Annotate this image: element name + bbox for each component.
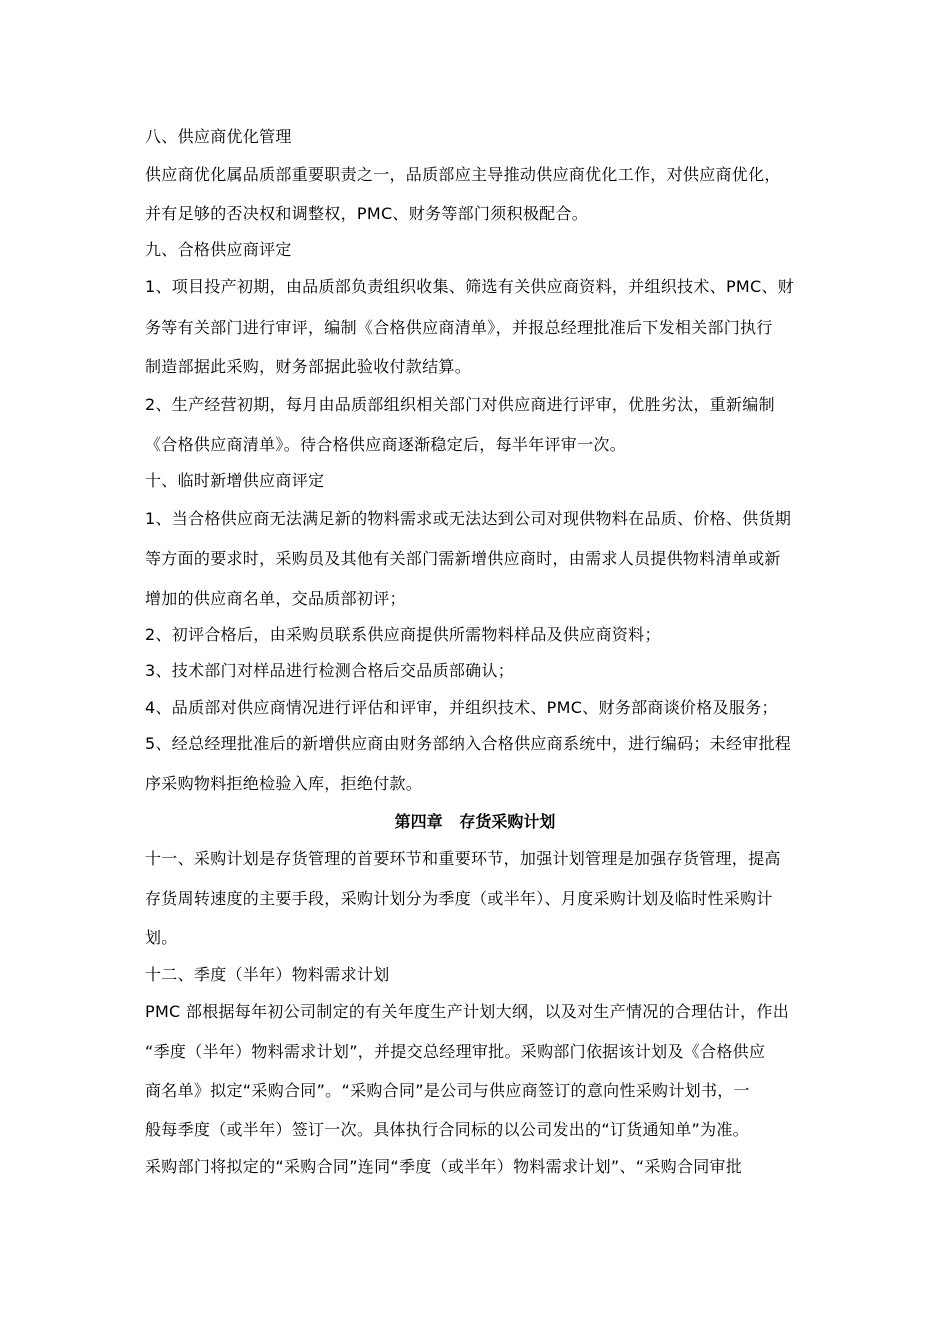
paragraph-line: 般每季度（或半年）签订一次。具体执行合同标的以公司发出的“订货通知单”为准。 — [145, 1120, 749, 1139]
paragraph-line: “季度（半年）物料需求计划”，并提交总经理审批。采购部门依据该计划及《合格供应 — [145, 1042, 766, 1061]
paragraph-line: 存货周转速度的主要手段，采购计划分为季度（或半年）、月度采购计划及临时性采购计 — [145, 889, 773, 908]
paragraph-line: 3、技术部门对样品进行检测合格后交品质部确认； — [145, 661, 515, 680]
section-heading-9: 九、合格供应商评定 — [145, 240, 292, 259]
section-heading-8: 八、供应商优化管理 — [145, 127, 292, 146]
paragraph-line: 制造部据此采购，财务部据此验收付款结算。 — [145, 357, 472, 376]
paragraph-line: 《合格供应商清单》。待合格供应商逐渐稳定后，每半年评审一次。 — [145, 435, 627, 454]
paragraph-line: PMC 部根据每年初公司制定的有关年度生产计划大纲，以及对生产情况的合理估计，作出 — [145, 1002, 790, 1021]
paragraph-line: 等方面的要求时，采购员及其他有关部门需新增供应商时，由需求人员提供物料清单或新 — [145, 549, 781, 568]
paragraph-line: 增加的供应商名单，交品质部初评； — [145, 589, 406, 608]
paragraph-line: 务等有关部门进行审评，编制《合格供应商清单》，并报总经理批准后下发相关部门执行 — [145, 318, 773, 337]
paragraph-line: 2、生产经营初期，每月由品质部组织相关部门对供应商进行评审，优胜劣汰，重新编制 — [145, 395, 775, 414]
paragraph-line: 采购部门将拟定的“采购合同”连同“季度（或半年）物料需求计划”、“采购合同审批 — [145, 1157, 743, 1176]
paragraph-line: 十一、采购计划是存货管理的首要环节和重要环节，加强计划管理是加强存货管理，提高 — [145, 849, 781, 868]
paragraph-line: 序采购物料拒绝检验入库，拒绝付款。 — [145, 774, 423, 793]
chapter-title: 第四章 存货采购计划 — [394, 812, 556, 831]
paragraph-line: 1、项目投产初期，由品质部负责组织收集、筛选有关供应商资料，并组织技术、PMC、财 — [145, 277, 795, 296]
section-heading-10: 十、临时新增供应商评定 — [145, 471, 325, 490]
paragraph-line: 商名单》拟定“采购合同”。“采购合同”是公司与供应商签订的意向性采购计划书，一 — [145, 1081, 750, 1100]
paragraph-line: 供应商优化属品质部重要职责之一，品质部应主导推动供应商优化工作，对供应商优化， — [145, 165, 781, 184]
paragraph-line: 1、当合格供应商无法满足新的物料需求或无法达到公司对现供物料在品质、价格、供货期 — [145, 509, 792, 528]
paragraph-line: 5、经总经理批准后的新增供应商由财务部纳入合格供应商系统中，进行编码；未经审批程 — [145, 734, 792, 753]
paragraph-line: 并有足够的否决权和调整权，PMC、财务等部门须积极配合。 — [145, 204, 589, 223]
paragraph-line: 4、品质部对供应商情况进行评估和评审，并组织技术、PMC、财务部商谈价格及服务； — [145, 698, 778, 717]
section-heading-12: 十二、季度（半年）物料需求计划 — [145, 965, 390, 984]
paragraph-line: 2、初评合格后，由采购员联系供应商提供所需物料样品及供应商资料； — [145, 625, 661, 644]
paragraph-line: 划。 — [145, 928, 178, 947]
